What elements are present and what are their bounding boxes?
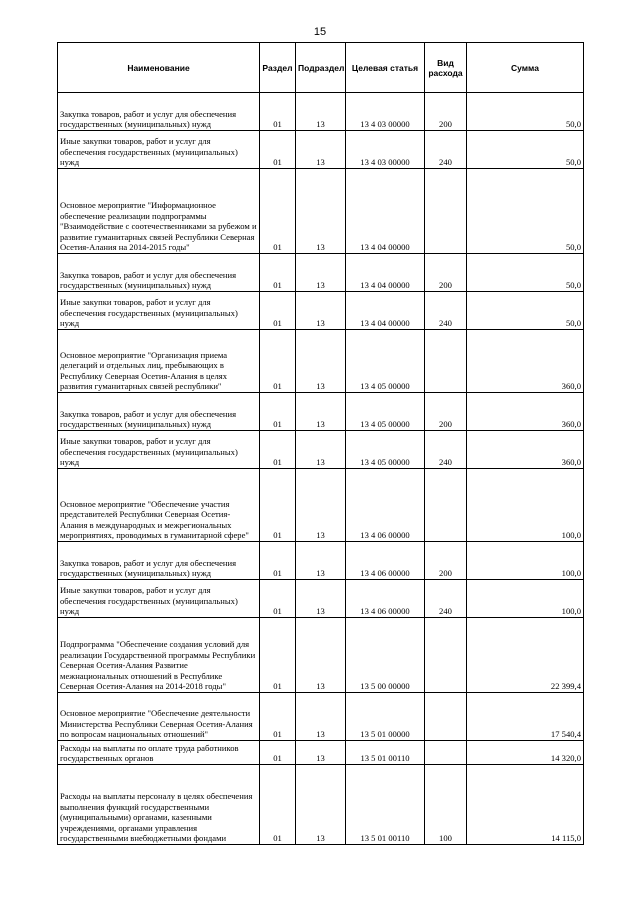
row-target: 13 4 05 00000 [346,330,425,393]
row-target: 13 4 04 00000 [346,292,425,330]
table-row [58,292,584,330]
row-target: 13 4 05 00000 [346,431,425,469]
row-subsection: 13 [296,580,346,618]
table-row [58,469,584,542]
table-row [58,169,584,254]
row-name: Расходы на выплаты по оплате труда работников государственных органов [58,741,260,765]
row-sum: 50,0 [467,254,584,292]
row-target: 13 4 03 00000 [346,93,425,131]
table-row [58,330,584,393]
row-sum: 14 320,0 [467,741,584,765]
row-expense-type: 100 [425,765,467,845]
row-name: Расходы на выплаты персоналу в целях обеспечения выполнения функций государственными (муниципальными) органами, казенными учреждениями, органами управления государственными внебюджетными фондами [58,765,260,845]
row-section: 01 [260,169,296,254]
table-row [58,741,584,765]
row-name: Иные закупки товаров, работ и услуг для обеспечения государственных (муниципальных) нужд [58,292,260,330]
row-subsection: 13 [296,330,346,393]
row-expense-type: 240 [425,580,467,618]
row-subsection: 13 [296,292,346,330]
table-row [58,693,584,741]
row-subsection: 13 [296,765,346,845]
row-subsection: 13 [296,131,346,169]
page-number: 15 [313,26,327,38]
table-row [58,580,584,618]
row-expense-type [425,469,467,542]
row-expense-type: 200 [425,254,467,292]
table-header-row [58,43,584,93]
row-section: 01 [260,765,296,845]
row-sum: 17 540,4 [467,693,584,741]
row-section: 01 [260,131,296,169]
row-target: 13 4 04 00000 [346,254,425,292]
row-expense-type: 240 [425,131,467,169]
row-section: 01 [260,542,296,580]
header-name: Наименование [58,43,260,93]
row-expense-type: 240 [425,431,467,469]
row-target: 13 4 04 00000 [346,169,425,254]
row-expense-type [425,693,467,741]
row-subsection: 13 [296,254,346,292]
row-name: Иные закупки товаров, работ и услуг для обеспечения государственных (муниципальных) нужд [58,431,260,469]
row-sum: 22 399,4 [467,618,584,693]
table-row [58,254,584,292]
row-name: Подпрограмма "Обеспечение создания условий для реализации Государственной программы Республики Северная Осетия-Алания Развитие межнациональных отношений в Республике Северная Осетия-Алания на 2014-2018 годы" [58,618,260,693]
row-expense-type: 200 [425,542,467,580]
row-target: 13 4 06 00000 [346,580,425,618]
row-sum: 360,0 [467,431,584,469]
table-row [58,542,584,580]
row-subsection: 13 [296,93,346,131]
row-sum: 50,0 [467,131,584,169]
row-subsection: 13 [296,469,346,542]
row-sum: 360,0 [467,330,584,393]
row-target: 13 4 06 00000 [346,469,425,542]
row-sum: 50,0 [467,169,584,254]
row-target: 13 4 05 00000 [346,393,425,431]
row-sum: 360,0 [467,393,584,431]
row-section: 01 [260,292,296,330]
row-subsection: 13 [296,741,346,765]
row-section: 01 [260,580,296,618]
row-subsection: 13 [296,169,346,254]
row-sum: 100,0 [467,469,584,542]
table-row [58,131,584,169]
row-expense-type: 200 [425,393,467,431]
row-expense-type [425,741,467,765]
row-name: Иные закупки товаров, работ и услуг для обеспечения государственных (муниципальных) нужд [58,580,260,618]
row-subsection: 13 [296,431,346,469]
row-sum: 100,0 [467,580,584,618]
table-row [58,93,584,131]
row-target: 13 5 01 00110 [346,741,425,765]
row-section: 01 [260,693,296,741]
row-name: Основное мероприятие "Обеспечение деятельности Министерства Республики Северная Осетия-Алания по вопросам национальных отношений" [58,693,260,741]
row-target: 13 4 03 00000 [346,131,425,169]
row-expense-type [425,169,467,254]
row-section: 01 [260,618,296,693]
table-row [58,431,584,469]
row-target: 13 5 01 00000 [346,693,425,741]
header-target: Целевая статья [346,43,425,93]
row-section: 01 [260,393,296,431]
row-section: 01 [260,330,296,393]
row-sum: 100,0 [467,542,584,580]
row-sum: 50,0 [467,292,584,330]
row-target: 13 5 01 00110 [346,765,425,845]
row-expense-type [425,618,467,693]
row-target: 13 4 06 00000 [346,542,425,580]
row-name: Закупка товаров, работ и услуг для обеспечения государственных (муниципальных) нужд [58,93,260,131]
budget-table [57,42,584,845]
row-name: Иные закупки товаров, работ и услуг для обеспечения государственных (муниципальных) нужд [58,131,260,169]
row-section: 01 [260,93,296,131]
header-subsection: Подраздел [296,43,346,93]
table-row [58,618,584,693]
header-expense-type: Вид расхода [425,43,467,93]
row-section: 01 [260,469,296,542]
row-sum: 14 115,0 [467,765,584,845]
table-row [58,765,584,845]
row-expense-type [425,330,467,393]
row-target: 13 5 00 00000 [346,618,425,693]
row-name: Закупка товаров, работ и услуг для обеспечения государственных (муниципальных) нужд [58,254,260,292]
row-section: 01 [260,741,296,765]
row-subsection: 13 [296,693,346,741]
row-name: Закупка товаров, работ и услуг для обеспечения государственных (муниципальных) нужд [58,542,260,580]
row-section: 01 [260,431,296,469]
row-subsection: 13 [296,393,346,431]
row-name: Основное мероприятие "Информационное обеспечение реализации подпрограммы "Взаимодействие с соотечественниками за рубежом и развитие гуманитарных связей Республики Северная Осетия-Алания на 2014-2015 годы" [58,169,260,254]
row-subsection: 13 [296,618,346,693]
table-row [58,393,584,431]
row-sum: 50,0 [467,93,584,131]
row-expense-type: 200 [425,93,467,131]
row-name: Основное мероприятие "Обеспечение участия представителей Республики Северная Осетия-Алания в международных и межрегиональных мероприятиях, проводимых в гуманитарной сфере" [58,469,260,542]
row-section: 01 [260,254,296,292]
row-name: Закупка товаров, работ и услуг для обеспечения государственных (муниципальных) нужд [58,393,260,431]
header-sum: Сумма [467,43,584,93]
row-expense-type: 240 [425,292,467,330]
row-name: Основное мероприятие "Организация приема делегаций и отдельных лиц, пребывающих в Республику Северная Осетия-Алания в целях развития гуманитарных связей республики" [58,330,260,393]
header-section: Раздел [260,43,296,93]
row-subsection: 13 [296,542,346,580]
